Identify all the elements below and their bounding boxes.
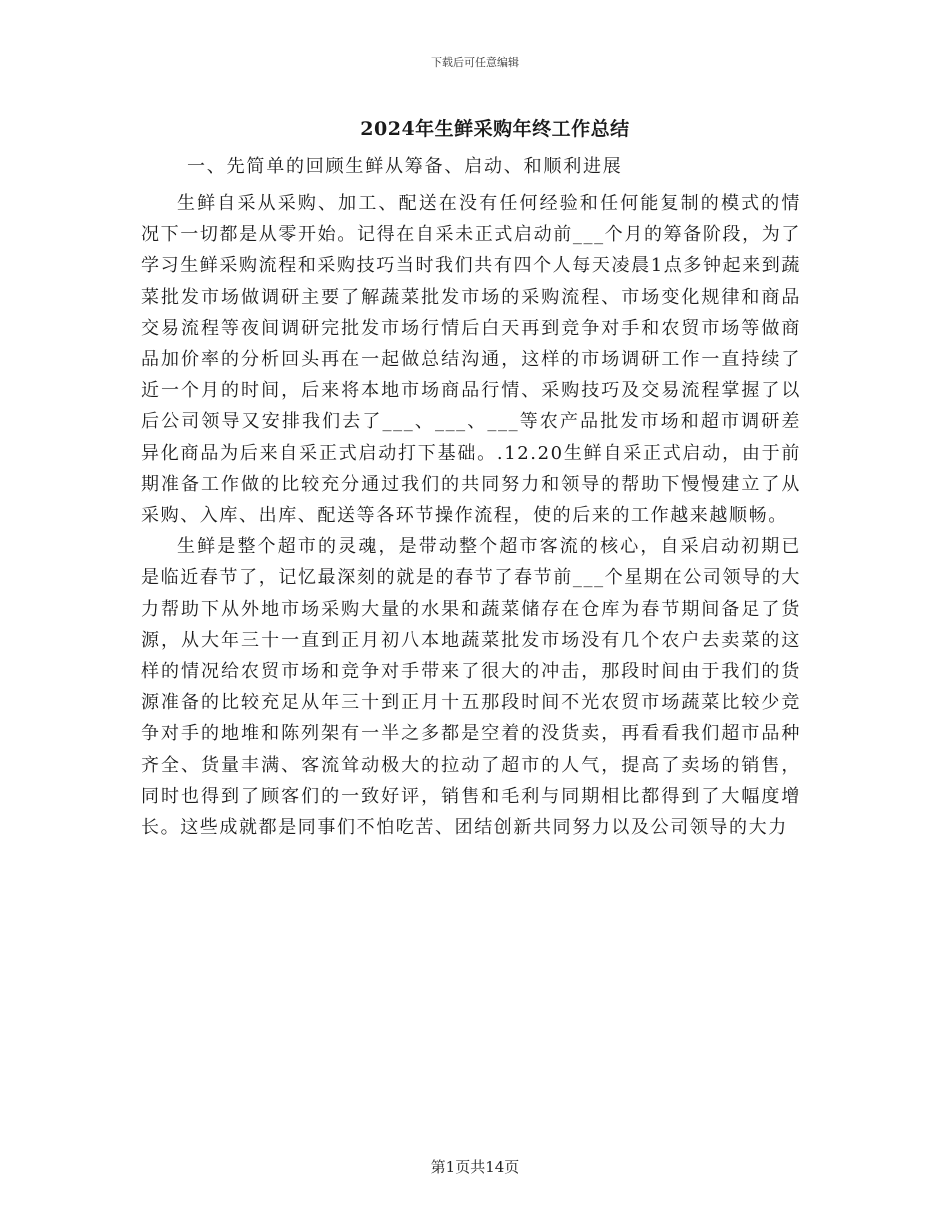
header-note: 下载后可任意编辑 [431,56,519,69]
document-title: 2024年生鲜采购年终工作总结 [360,118,630,140]
body-text [141,188,801,843]
paragraph-2: 生鲜是整个超市的灵魂，是带动整个超市客流的核心，自采启动初期已是临近春节了，记忆最深刻的就是的春节了春节前___个星期在公司领导的大力帮助下从外地市场采购大量的水果和蔬菜储存在仓库为春节期间备足了货源，从大年三十一直到正月初八本地蔬菜批发市场没有几个农户去卖菜的这样的情况给农贸市场和竞争对手带来了很大的冲击，那段时间由于我们的货源准备的比较充足从年三十到正月十五那段时间不光农贸市场蔬菜比较少竞争对手的地堆和陈列架有一半之多都是空着的没货卖，再看看我们超市品种齐全、货量丰满、客流耸动极大的拉动了超市的人气，提高了卖场的销售，同时也得到了顾客们的一致好评，销售和毛利与同期相比都得到了大幅度增长。这些成就都是同事们不怕吃苦、团结创新共同努力以及公司领导的大力 [141,536,801,839]
section-heading: 一、先简单的回顾生鲜从筹备、启动、和顺利进展 [187,156,623,177]
page-number-footer: 第1页共14页 [430,1158,520,1176]
paragraph-1: 生鲜自采从采购、加工、配送在没有任何经验和任何能复制的模式的情况下一切都是从零开始。记得在自采未正式启动前___个月的筹备阶段，为了学习生鲜采购流程和采购技巧当时我们共有四个人每天凌晨1点多钟起来到蔬菜批发市场做调研主要了解蔬菜批发市场的采购流程、市场变化规律和商品交易流程等夜间调研完批发市场行情后白天再到竞争对手和农贸市场等做商品加价率的分析回头再在一起做总结沟通，这样的市场调研工作一直持续了近一个月的时间，后来将本地市场商品行情、采购技巧及交易流程掌握了以后公司领导又安排我们去了___、___、___等农产品批发市场和超市调研差异化商品为后来自采正式启动打下基础。.12.20生鲜自采正式启动，由于前期准备工作做的比较充分通过我们的共同努力和领导的帮助下慢慢建立了从采购、入库、出库、配送等各环节操作流程，使的后来的工作越来越顺畅。 [141,193,801,527]
